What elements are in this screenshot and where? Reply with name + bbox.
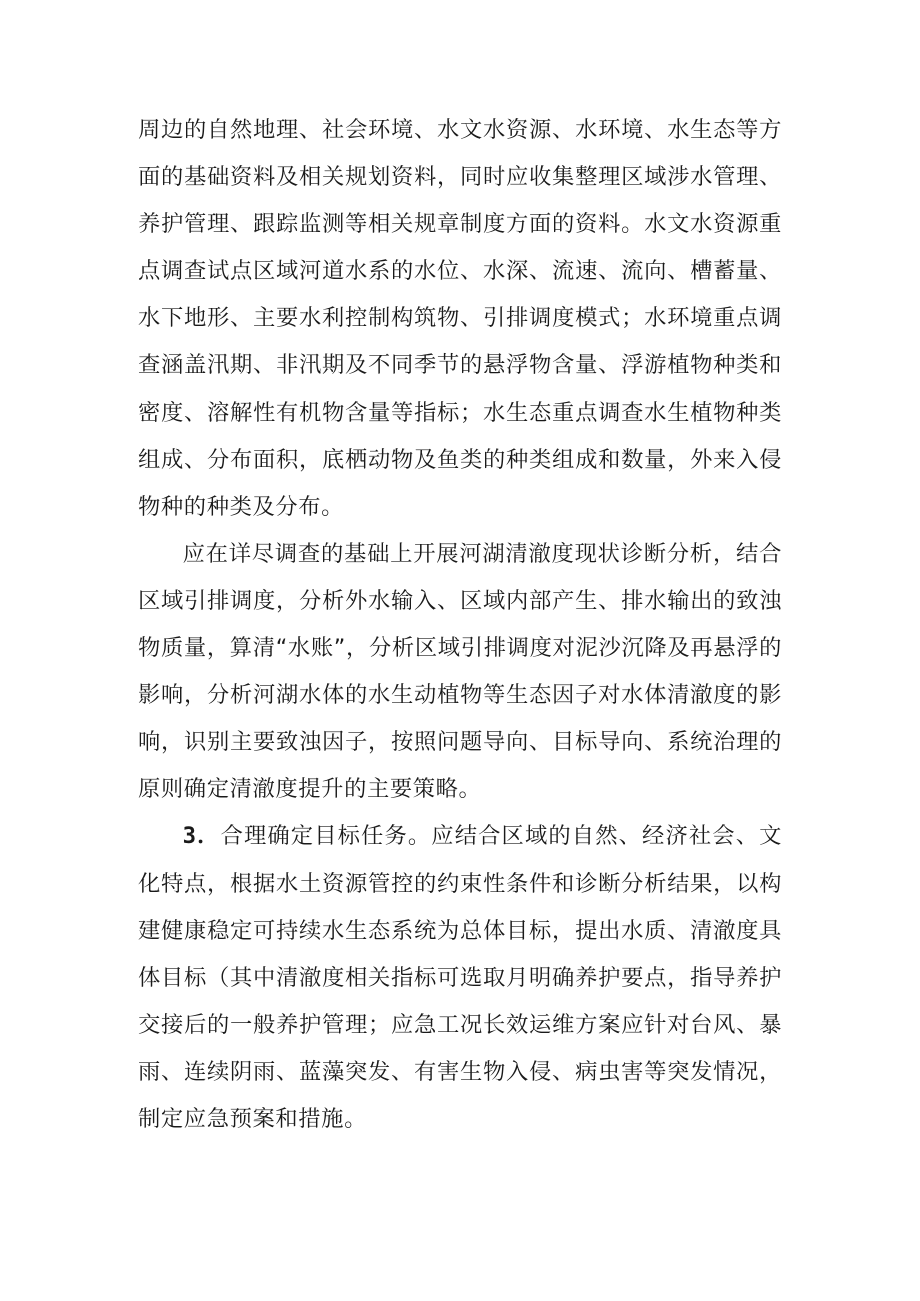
list-number: 3．	[182, 823, 221, 850]
paragraph-targets	[138, 813, 782, 1143]
document-body	[138, 107, 782, 1143]
paragraph-diagnosis: 应在详尽调查的基础上开展河湖清澈度现状诊断分析，结合区域引排调度，分析外水输入、区域内部产生、排水输出的致浊物质量，算清“水账”，分析区域引排调度对泥沙沉降及再悬浮的影响，分析河湖水体的水生动植物等生态因子对水体清澈度的影响，识别主要致浊因子，按照问题导向、目标导向、系统治理的原则确定清澈度提升的主要策略。	[138, 540, 782, 803]
paragraph-continued: 周边的自然地理、社会环境、水文水资源、水环境、水生态等方面的基础资料及相关规划资料，同时应收集整理区域涉水管理、养护管理、跟踪监测等相关规章制度方面的资料。水文水资源重点调查试点区域河道水系的水位、水深、流速、流向、槽蓄量、水下地形、主要水利控制构筑物、引排调度模式；水环境重点调查涵盖汛期、非汛期及不同季节的悬浮物含量、浮游植物种类和密度、溶解性有机物含量等指标；水生态重点调查水生植物种类组成、分布面积，底栖动物及鱼类的种类组成和数量，外来入侵物种的种类及分布。	[138, 117, 782, 520]
paragraph-targets-text: 合理确定目标任务。应结合区域的自然、经济社会、文化特点，根据水土资源管控的约束性条件和诊断分析结果，以构建健康稳定可持续水生态系统为总体目标，提出水质、清澈度具体目标（其中清澈度相关指标可选取月明确养护要点，指导养护交接后的一般养护管理；应急工况长效运维方案应针对台风、暴雨、连续阴雨、蓝藻突发、有害生物入侵、病虫害等突发情况，制定应急预案和措施。	[138, 823, 783, 1132]
